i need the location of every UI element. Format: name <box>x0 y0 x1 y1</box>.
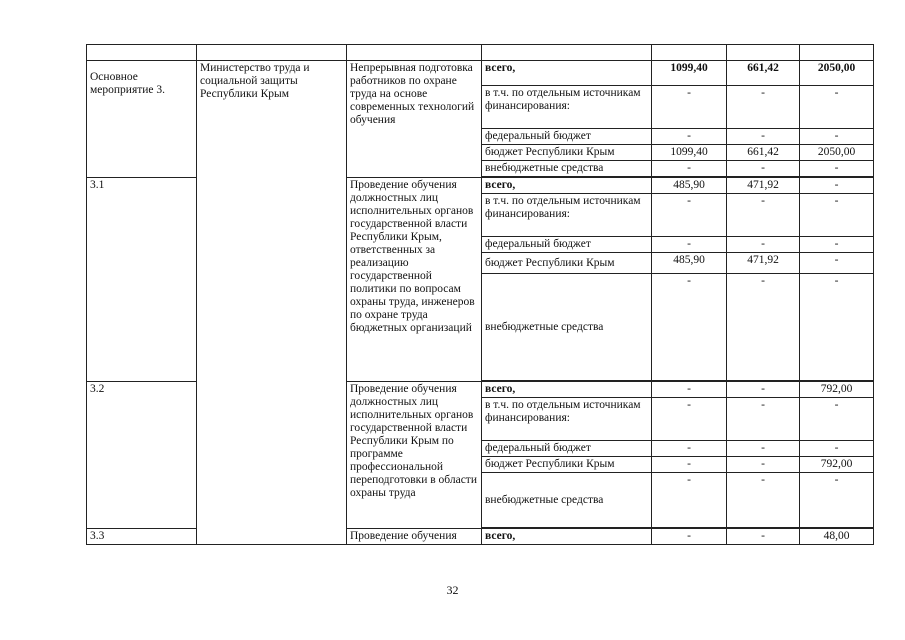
source-incl: в т.ч. по отдельным источникам финансирования: <box>482 86 652 129</box>
incl-col1: - <box>652 194 727 237</box>
federal-col3: - <box>800 441 874 457</box>
extra-col2: - <box>727 473 800 528</box>
total-col3: - <box>800 178 874 194</box>
federal-col3: - <box>800 129 874 145</box>
incl-col3: - <box>800 398 874 441</box>
extra-col1: - <box>652 473 727 528</box>
measure-name: Проведение обучения должностных лиц исполнительных органов государственной власти Республики Крым, ответственных за реализацию государственной политики по вопросам охраны труда, инженеров по охране труда бюджетных организаций <box>347 178 482 382</box>
source-regional: бюджет Республики Крым <box>482 145 652 161</box>
federal-col2: - <box>727 237 800 253</box>
total-col1: - <box>652 382 727 398</box>
page-number: 32 <box>446 583 459 597</box>
regional-col1: 1099,40 <box>652 145 727 161</box>
total-col1: 485,90 <box>652 178 727 194</box>
source-federal: федеральный бюджет <box>482 129 652 145</box>
federal-col1: - <box>652 237 727 253</box>
regional-col2: 661,42 <box>727 145 800 161</box>
measure-name: Непрерывная подготовка работников по охране труда на основе современных технологий обучения <box>347 61 482 178</box>
total-col2: 471,92 <box>727 178 800 194</box>
source-total: всего, <box>482 178 652 194</box>
incl-col1: - <box>652 86 727 129</box>
extra-col3: - <box>800 274 874 381</box>
blank-header-row <box>87 45 874 61</box>
incl-col3: - <box>800 86 874 129</box>
regional-col3: - <box>800 253 874 274</box>
total-col1: - <box>652 529 727 545</box>
measure-code: Основное мероприятие 3. <box>87 61 197 178</box>
source-extra: внебюджетные средства <box>482 473 652 528</box>
extra-col1: - <box>652 274 727 381</box>
federal-col1: - <box>652 441 727 457</box>
total-col3: 48,00 <box>800 529 874 545</box>
executor-cell: Министерство труда и социальной защиты Республики Крым <box>197 61 347 545</box>
regional-col2: 471,92 <box>727 253 800 274</box>
regional-col3: 792,00 <box>800 457 874 473</box>
federal-col2: - <box>727 441 800 457</box>
incl-col2: - <box>727 86 800 129</box>
source-regional: бюджет Республики Крым <box>482 253 652 274</box>
source-extra: внебюджетные средства <box>482 274 652 381</box>
total-col2: - <box>727 529 800 545</box>
incl-col1: - <box>652 398 727 441</box>
extra-col3: - <box>800 161 874 177</box>
source-extra: внебюджетные средства <box>482 161 652 177</box>
regional-col1: - <box>652 457 727 473</box>
total-2022: 661,42 <box>727 61 800 86</box>
incl-col2: - <box>727 194 800 237</box>
measure-code: 3.3 <box>87 529 197 545</box>
extra-col3: - <box>800 473 874 528</box>
total-col3: 792,00 <box>800 382 874 398</box>
total-2021: 1099,40 <box>652 61 727 86</box>
measure-code: 3.1 <box>87 178 197 382</box>
extra-col2: - <box>727 274 800 381</box>
program-table <box>86 44 874 545</box>
total-2023: 2050,00 <box>800 61 874 86</box>
incl-col3: - <box>800 194 874 237</box>
source-federal: федеральный бюджет <box>482 237 652 253</box>
measure-name: Проведение обучения <box>347 529 482 545</box>
source-total: всего, <box>482 61 652 86</box>
total-col2: - <box>727 382 800 398</box>
measure-name: Проведение обучения должностных лиц исполнительных органов государственной власти Республики Крым по программе профессиональной переподготовки в области охраны труда <box>347 382 482 529</box>
regional-col3: 2050,00 <box>800 145 874 161</box>
regional-col2: - <box>727 457 800 473</box>
source-federal: федеральный бюджет <box>482 441 652 457</box>
source-total: всего, <box>482 529 652 545</box>
source-incl: в т.ч. по отдельным источникам финансирования: <box>482 194 652 237</box>
extra-col2: - <box>727 161 800 177</box>
measure-code: 3.2 <box>87 382 197 529</box>
source-regional: бюджет Республики Крым <box>482 457 652 473</box>
federal-col1: - <box>652 129 727 145</box>
source-total: всего, <box>482 382 652 398</box>
federal-col2: - <box>727 129 800 145</box>
incl-col2: - <box>727 398 800 441</box>
main-measure-total-row <box>87 61 874 86</box>
regional-col1: 485,90 <box>652 253 727 274</box>
federal-col3: - <box>800 237 874 253</box>
extra-col1: - <box>652 161 727 177</box>
source-incl: в т.ч. по отдельным источникам финансирования: <box>482 398 652 441</box>
